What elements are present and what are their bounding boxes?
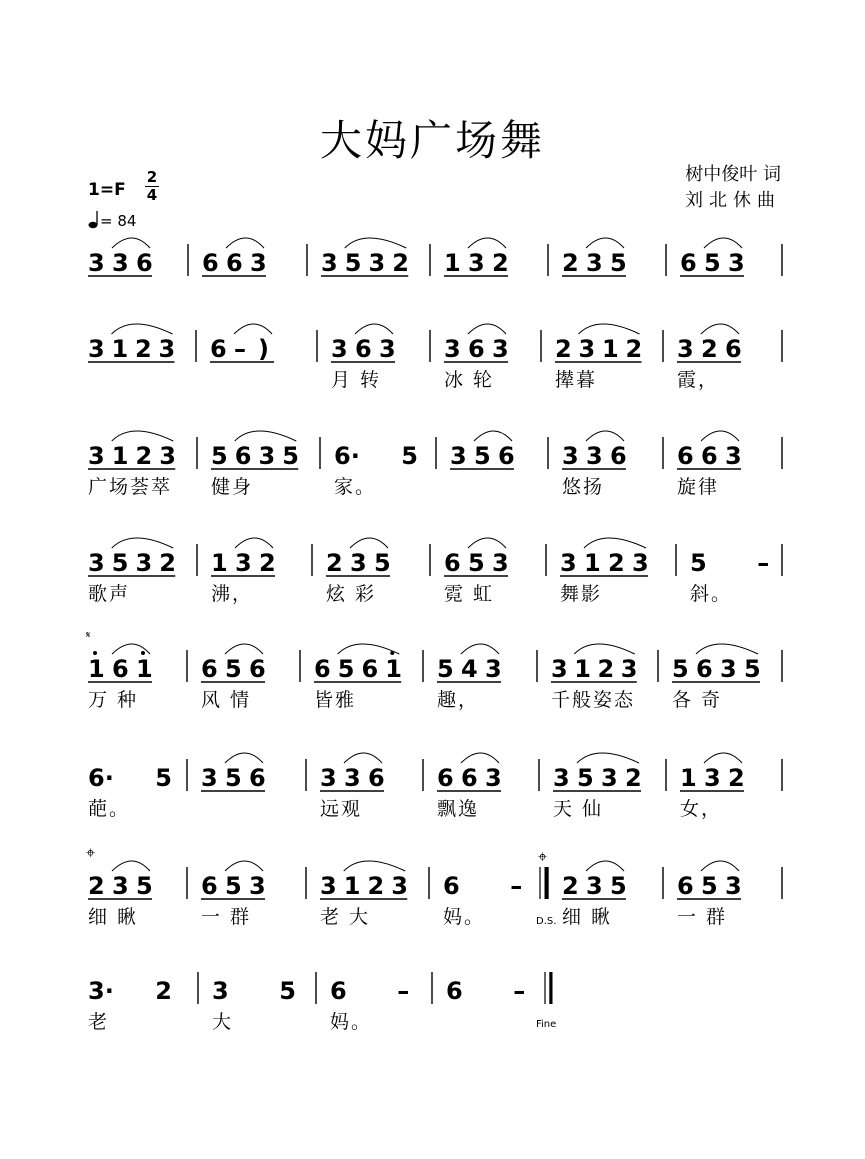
note: 3 bbox=[601, 764, 618, 792]
note: 5 bbox=[690, 549, 707, 577]
note: 6 bbox=[234, 442, 252, 470]
note: 3 bbox=[450, 442, 467, 470]
note: 5 bbox=[672, 655, 689, 683]
note: 5 bbox=[401, 442, 418, 470]
slur bbox=[468, 324, 506, 334]
note: 3 bbox=[551, 655, 568, 683]
note: 6 bbox=[361, 655, 379, 683]
note: 6 bbox=[461, 764, 478, 792]
note: 3 bbox=[725, 442, 742, 470]
slur bbox=[701, 324, 739, 334]
note: 5 bbox=[437, 655, 454, 683]
lyric: 歌声 bbox=[88, 583, 131, 605]
slur bbox=[350, 538, 388, 548]
note: 3 bbox=[720, 655, 737, 683]
fine-marker: Fine bbox=[536, 1019, 557, 1030]
slur bbox=[338, 644, 400, 654]
slur bbox=[696, 644, 758, 654]
note: 3 bbox=[235, 549, 252, 577]
note: 2 bbox=[135, 335, 152, 363]
note: 6 bbox=[725, 335, 742, 363]
note: 2 bbox=[135, 442, 153, 470]
lyric: 炫 彩 bbox=[326, 583, 377, 605]
lyric: 撵暮 bbox=[555, 369, 598, 391]
note: 6 bbox=[446, 977, 463, 1005]
note: 2 bbox=[562, 249, 579, 277]
lyric: 旋律 bbox=[677, 476, 720, 498]
note: 3 bbox=[331, 335, 348, 363]
note: 3 bbox=[620, 655, 638, 683]
note: 2 bbox=[625, 335, 643, 363]
note: 3 bbox=[249, 872, 266, 900]
note: – bbox=[397, 977, 410, 1005]
note: 6 bbox=[201, 655, 218, 683]
time-top: 2 bbox=[146, 168, 158, 186]
lyric: 沸， bbox=[211, 583, 254, 605]
note: 3 bbox=[320, 764, 337, 792]
note: 6 bbox=[314, 655, 331, 683]
slur bbox=[574, 644, 635, 654]
note: 3 bbox=[677, 335, 694, 363]
note: 5 bbox=[225, 764, 242, 792]
note: 3 bbox=[468, 249, 485, 277]
note: 3 bbox=[632, 549, 649, 577]
note: 3 bbox=[201, 764, 218, 792]
note: 3 bbox=[320, 872, 337, 900]
note: 6 bbox=[368, 764, 385, 792]
note: 5 bbox=[468, 549, 485, 577]
note: 6 bbox=[680, 249, 697, 277]
time-bottom: 4 bbox=[146, 186, 158, 204]
lyric: 一 群 bbox=[201, 906, 252, 928]
note: 5 bbox=[337, 655, 355, 683]
lyric: 千般姿态 bbox=[551, 689, 636, 711]
note: 3 bbox=[112, 249, 129, 277]
lyric: 广场荟萃 bbox=[88, 476, 173, 498]
note: 3 bbox=[88, 249, 105, 277]
slur bbox=[701, 431, 739, 441]
note: 6 bbox=[136, 249, 153, 277]
slur bbox=[112, 324, 173, 334]
note: 6 bbox=[696, 655, 713, 683]
lyric: 一 群 bbox=[677, 906, 728, 928]
slur bbox=[225, 753, 263, 763]
note: 6· bbox=[88, 764, 114, 792]
note: 1 bbox=[88, 655, 105, 683]
note: 3 bbox=[485, 764, 502, 792]
note: 3 bbox=[492, 335, 509, 363]
note: 3 bbox=[728, 249, 745, 277]
note: 5 bbox=[225, 872, 242, 900]
note: 1 bbox=[111, 442, 129, 470]
slur bbox=[344, 861, 406, 871]
lyric: 皆雅 bbox=[314, 689, 357, 711]
note: 2 bbox=[392, 249, 409, 277]
slur bbox=[701, 861, 739, 871]
note: 5 bbox=[577, 764, 594, 792]
note: 2 bbox=[492, 249, 509, 277]
note: 6 bbox=[249, 655, 266, 683]
note: 1 bbox=[680, 764, 697, 792]
note: 1 bbox=[584, 549, 601, 577]
slur bbox=[225, 861, 263, 871]
slur bbox=[579, 324, 640, 334]
note: 5 bbox=[474, 442, 491, 470]
key-signature: 1=F bbox=[88, 180, 126, 200]
note: 3 bbox=[112, 872, 129, 900]
note: – bbox=[513, 977, 526, 1005]
note: 3 bbox=[88, 335, 105, 363]
lyric: 趣， bbox=[437, 689, 480, 711]
note: 3 bbox=[560, 549, 577, 577]
note: 5 bbox=[279, 977, 296, 1005]
slur bbox=[461, 644, 499, 654]
slur bbox=[584, 538, 646, 548]
note: 6· bbox=[334, 442, 360, 470]
note: 2 bbox=[625, 764, 642, 792]
slur bbox=[355, 324, 393, 334]
note: 3 bbox=[725, 872, 742, 900]
note: 6 bbox=[201, 872, 218, 900]
lyric: 老 bbox=[88, 1011, 110, 1033]
note: 6 bbox=[610, 442, 627, 470]
note: 5 bbox=[282, 442, 299, 470]
note: 2 bbox=[555, 335, 572, 363]
lyric: 家。 bbox=[334, 476, 377, 498]
note: 5 bbox=[344, 249, 362, 277]
note: 3 bbox=[578, 335, 596, 363]
note: 5 bbox=[111, 549, 129, 577]
lyric: 远观 bbox=[320, 798, 363, 820]
note: 3 bbox=[553, 764, 570, 792]
slur bbox=[345, 238, 407, 248]
lyric: 女， bbox=[680, 798, 723, 820]
lyric: 霞， bbox=[677, 369, 720, 391]
slur bbox=[235, 431, 297, 441]
ds-marker: D.S. bbox=[536, 916, 557, 927]
lyric: 霓 虹 bbox=[444, 583, 495, 605]
note: 3 bbox=[212, 977, 229, 1005]
lyric: 葩。 bbox=[88, 798, 131, 820]
segno-icon: 𝄋 bbox=[86, 630, 91, 641]
note: 2 bbox=[562, 872, 579, 900]
note: 3· bbox=[88, 977, 114, 1005]
note: 2 bbox=[259, 549, 276, 577]
note: 6 bbox=[330, 977, 347, 1005]
note: 6 bbox=[498, 442, 515, 470]
lyric: 冰 轮 bbox=[444, 369, 495, 391]
note: 2 bbox=[155, 977, 172, 1005]
slur bbox=[112, 238, 150, 248]
note: 3 bbox=[258, 442, 276, 470]
note: 3 bbox=[586, 249, 603, 277]
lyricist: 树中俊叶 词 bbox=[685, 164, 781, 185]
note: 5 bbox=[704, 249, 721, 277]
slur bbox=[112, 431, 174, 441]
lyric: 妈。 bbox=[330, 1011, 373, 1033]
slur bbox=[468, 238, 506, 248]
note: 3 bbox=[391, 872, 408, 900]
high-octave-dot bbox=[141, 651, 145, 655]
note: 4 bbox=[461, 655, 478, 683]
song-title: 大妈广场舞 bbox=[319, 116, 545, 165]
slur bbox=[112, 538, 174, 548]
note: 5 bbox=[744, 655, 761, 683]
slur bbox=[226, 238, 264, 248]
note: 5 bbox=[610, 249, 627, 277]
slur bbox=[474, 431, 512, 441]
note: 6 bbox=[677, 442, 694, 470]
note: 3 bbox=[159, 442, 176, 470]
note: – bbox=[234, 335, 246, 363]
lyric: 飘逸 bbox=[437, 798, 480, 820]
slur bbox=[468, 538, 506, 548]
lyric: 斜。 bbox=[690, 583, 733, 605]
note: – bbox=[510, 872, 523, 900]
note: 6 bbox=[202, 249, 219, 277]
high-octave-dot bbox=[93, 651, 97, 655]
note: 3 bbox=[444, 335, 461, 363]
note: 2 bbox=[597, 655, 615, 683]
note: 6 bbox=[468, 335, 485, 363]
note: 3 bbox=[492, 549, 509, 577]
note: 2 bbox=[701, 335, 718, 363]
note: 3 bbox=[158, 335, 176, 363]
note: 2 bbox=[728, 764, 745, 792]
lyric: 细 瞅 bbox=[562, 906, 613, 928]
note: 3 bbox=[368, 249, 386, 277]
note: 6 bbox=[701, 442, 718, 470]
note: 5 bbox=[701, 872, 718, 900]
note: – bbox=[757, 549, 770, 577]
slur bbox=[586, 431, 624, 441]
lyric: 天 仙 bbox=[553, 798, 604, 820]
note: ) bbox=[258, 335, 269, 363]
note: 3 bbox=[135, 549, 153, 577]
lyric: 健身 bbox=[211, 476, 254, 498]
note: 3 bbox=[88, 442, 105, 470]
note: 2 bbox=[159, 549, 176, 577]
slur bbox=[704, 753, 742, 763]
note: 3 bbox=[379, 335, 396, 363]
note: 3 bbox=[350, 549, 367, 577]
note: 2 bbox=[367, 872, 385, 900]
lyric: 风 情 bbox=[201, 689, 252, 711]
lyric: 大 bbox=[212, 1011, 234, 1033]
note: 3 bbox=[485, 655, 502, 683]
composer: 刘北休曲 bbox=[685, 190, 781, 211]
note: 6 bbox=[437, 764, 454, 792]
note: 3 bbox=[88, 549, 105, 577]
note: 1 bbox=[211, 549, 228, 577]
note: 2 bbox=[608, 549, 625, 577]
note: 3 bbox=[344, 764, 361, 792]
note: 3 bbox=[586, 872, 603, 900]
slur bbox=[586, 861, 624, 871]
lyric: 细 瞅 bbox=[88, 906, 139, 928]
slur bbox=[461, 753, 499, 763]
note: 6 bbox=[444, 549, 461, 577]
coda-icon: ⌖ bbox=[86, 843, 96, 862]
lyric: 悠扬 bbox=[562, 476, 605, 498]
note: 5 bbox=[225, 655, 242, 683]
slur bbox=[704, 238, 742, 248]
slur bbox=[225, 644, 263, 654]
note: 1 bbox=[136, 655, 153, 683]
note: 1 bbox=[385, 655, 402, 683]
note: 5 bbox=[610, 872, 627, 900]
note: 6 bbox=[210, 335, 227, 363]
note: 1 bbox=[574, 655, 591, 683]
note: 3 bbox=[562, 442, 579, 470]
note: 2 bbox=[326, 549, 343, 577]
note: 6 bbox=[226, 249, 243, 277]
lyric: 月 转 bbox=[331, 369, 382, 391]
note: 6 bbox=[677, 872, 694, 900]
note: 3 bbox=[250, 249, 267, 277]
note: 3 bbox=[586, 442, 603, 470]
note: 6 bbox=[249, 764, 266, 792]
slur bbox=[234, 324, 272, 334]
note: 6 bbox=[112, 655, 129, 683]
tempo-value: = 84 bbox=[100, 212, 137, 230]
note: 1 bbox=[343, 872, 361, 900]
note: 1 bbox=[444, 249, 461, 277]
note: 1 bbox=[111, 335, 129, 363]
note: 3 bbox=[704, 764, 721, 792]
note: 5 bbox=[155, 764, 172, 792]
lyric: 妈。 bbox=[443, 906, 486, 928]
coda-icon: ⌖ bbox=[538, 847, 548, 866]
slur bbox=[577, 753, 639, 763]
note: 1 bbox=[602, 335, 619, 363]
lyric: 万 种 bbox=[88, 689, 139, 711]
note: 6 bbox=[443, 872, 460, 900]
note: 2 bbox=[88, 872, 105, 900]
slur bbox=[112, 861, 150, 871]
note: 5 bbox=[136, 872, 153, 900]
lyric: 老 大 bbox=[320, 906, 371, 928]
slur bbox=[586, 238, 624, 248]
lyric: 各 奇 bbox=[672, 689, 723, 711]
note: 5 bbox=[211, 442, 228, 470]
note: 6 bbox=[355, 335, 372, 363]
note: 3 bbox=[321, 249, 338, 277]
slur bbox=[235, 538, 273, 548]
note: 5 bbox=[374, 549, 391, 577]
slur bbox=[344, 753, 382, 763]
lyric: 舞影 bbox=[560, 583, 603, 605]
